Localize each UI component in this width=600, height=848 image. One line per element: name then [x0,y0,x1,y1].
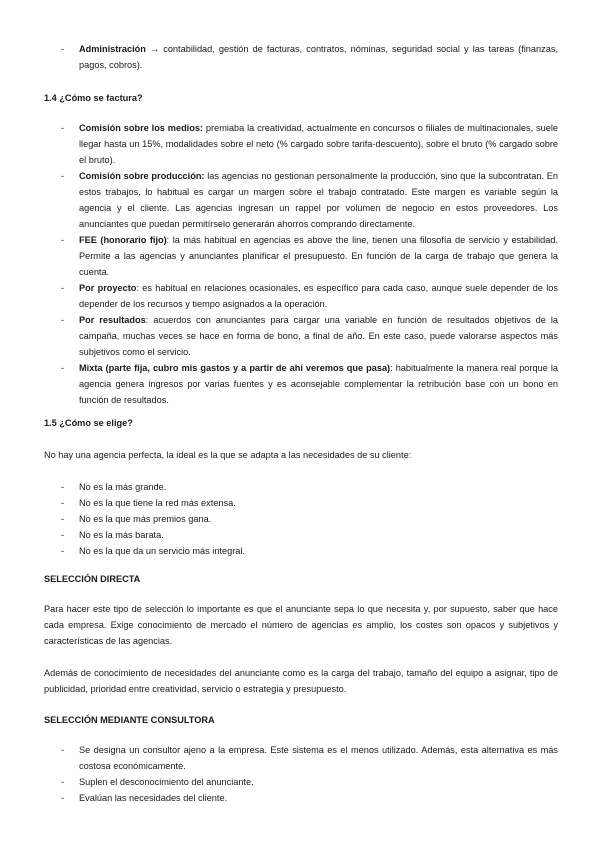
list-item [61,41,558,73]
list-item: - No es la más grande. [61,479,558,495]
item-term: Mixta (parte fija, cubro mis gastos y a partir de ahí veremos que pasa) [79,363,391,373]
list-item: - Suplen el desconocimiento del anunciante. [61,774,558,790]
section-heading-1-4: 1.4 ¿Cómo se factura? [44,93,143,103]
list-item: - Se designa un consultor ajeno a la empresa. Este sistema es el menos utilizado. Además, esta alternativa es más costosa económicamente. [61,742,558,774]
item-term: Por proyecto [79,283,137,293]
list-item: - No es la más barata. [61,527,558,543]
intro-list [61,41,558,73]
seleccion-directa-heading: SELECCIÓN DIRECTA [44,574,141,584]
list-item: - No es la que da un servicio más integral. [61,543,558,559]
item-term: Comisión sobre producción: [79,171,205,181]
list-item [61,168,558,232]
item-text: las agencias no gestionan personalmente la producción, sino que la subcontratan. En estos trabajos, lo habitual es cargar un margen sobre el trabajo contratado. Este margen es variable según la agencia y el cliente. Las agencias ingresan un rappel por volumen de negocio en estos proveedores. Los anunciantes que puedan permitírselo generarán ahorros comprando directamente. [79,171,558,229]
item-text: : es habitual en relaciones ocasionales, es específico para cada caso, aunque suele depender de los depender de los recursos y tiempo asignados a la operación. [79,283,559,309]
item-text: : habitualmente la manera real porque la agencia genera ingresos por varias fuentes y es aconsejable complementar la retribución base con un bono en función de resultados. [79,363,558,405]
choice-list [61,479,558,559]
list-item [61,360,558,408]
list-item: - Evalúan las necesidades del cliente. [61,790,558,806]
billing-list [61,120,558,408]
item-text: → contabilidad, gestión de facturas, contratos, nóminas, seguridad social y las tareas (finanzas, pagos, cobros). [79,44,558,70]
seleccion-consultora-heading: SELECCIÓN MEDIANTE CONSULTORA [44,715,215,725]
list-item: - No es la que más premios gana. [61,511,558,527]
list-item [61,280,558,312]
item-term: Por resultados [79,315,146,325]
list-item: - No es la que tiene la red más extensa. [61,495,558,511]
list-item [61,312,558,360]
seleccion-directa-para-2: Además de conocimiento de necesidades del anunciante como es la carga del trabajo, tamaño del equipo a asignar, tipo de publicidad, prioridad entre creatividad, servicio o estrategia y presupuesto. [44,668,558,694]
item-term: Comisión sobre los medios: [79,123,204,133]
list-item [61,120,558,168]
section-1-5-intro: No hay una agencia perfecta, la ideal es la que se adapta a las necesidades de su cliente: [44,450,412,460]
seleccion-directa-para-1: Para hacer este tipo de selección lo importante es que el anunciante sepa lo que necesita y, por supuesto, saber que hace cada empresa. Exige conocimiento de mercado el número de agencias es amplio, los costes son opacos y subjetivos y características de las agencias. [44,604,558,646]
item-text: : la más habitual en agencias es above the line, tienen una filosofía de servicio y estabilidad. Permite a las agencias y anunciantes planificar el presupuesto. En función de la carga de trabajo que genera la cuenta. [79,235,558,277]
consultora-list [61,742,558,806]
item-term: Administración [79,44,146,54]
section-heading-1-5: 1.5 ¿Cómo se elige? [44,418,133,428]
list-item [61,232,558,280]
item-term: FEE (honorario fijo) [79,235,167,245]
item-text: premiaba la creatividad, actualmente en concursos o filiales de multinacionales, suele llegar hasta un 15%, modalidades sobre el neto (% cargado sobre tarifa-descuento), sobre el bruto (% cargado sobre el bruto). [79,123,559,165]
item-text: : acuerdos con anunciantes para cargar una variable en función de resultados objetivos de la campaña, muchas veces se hace en forma de bono, a final de año. En este caso, puede valorarse aspectos más subjetivos como el servicio. [79,315,558,357]
